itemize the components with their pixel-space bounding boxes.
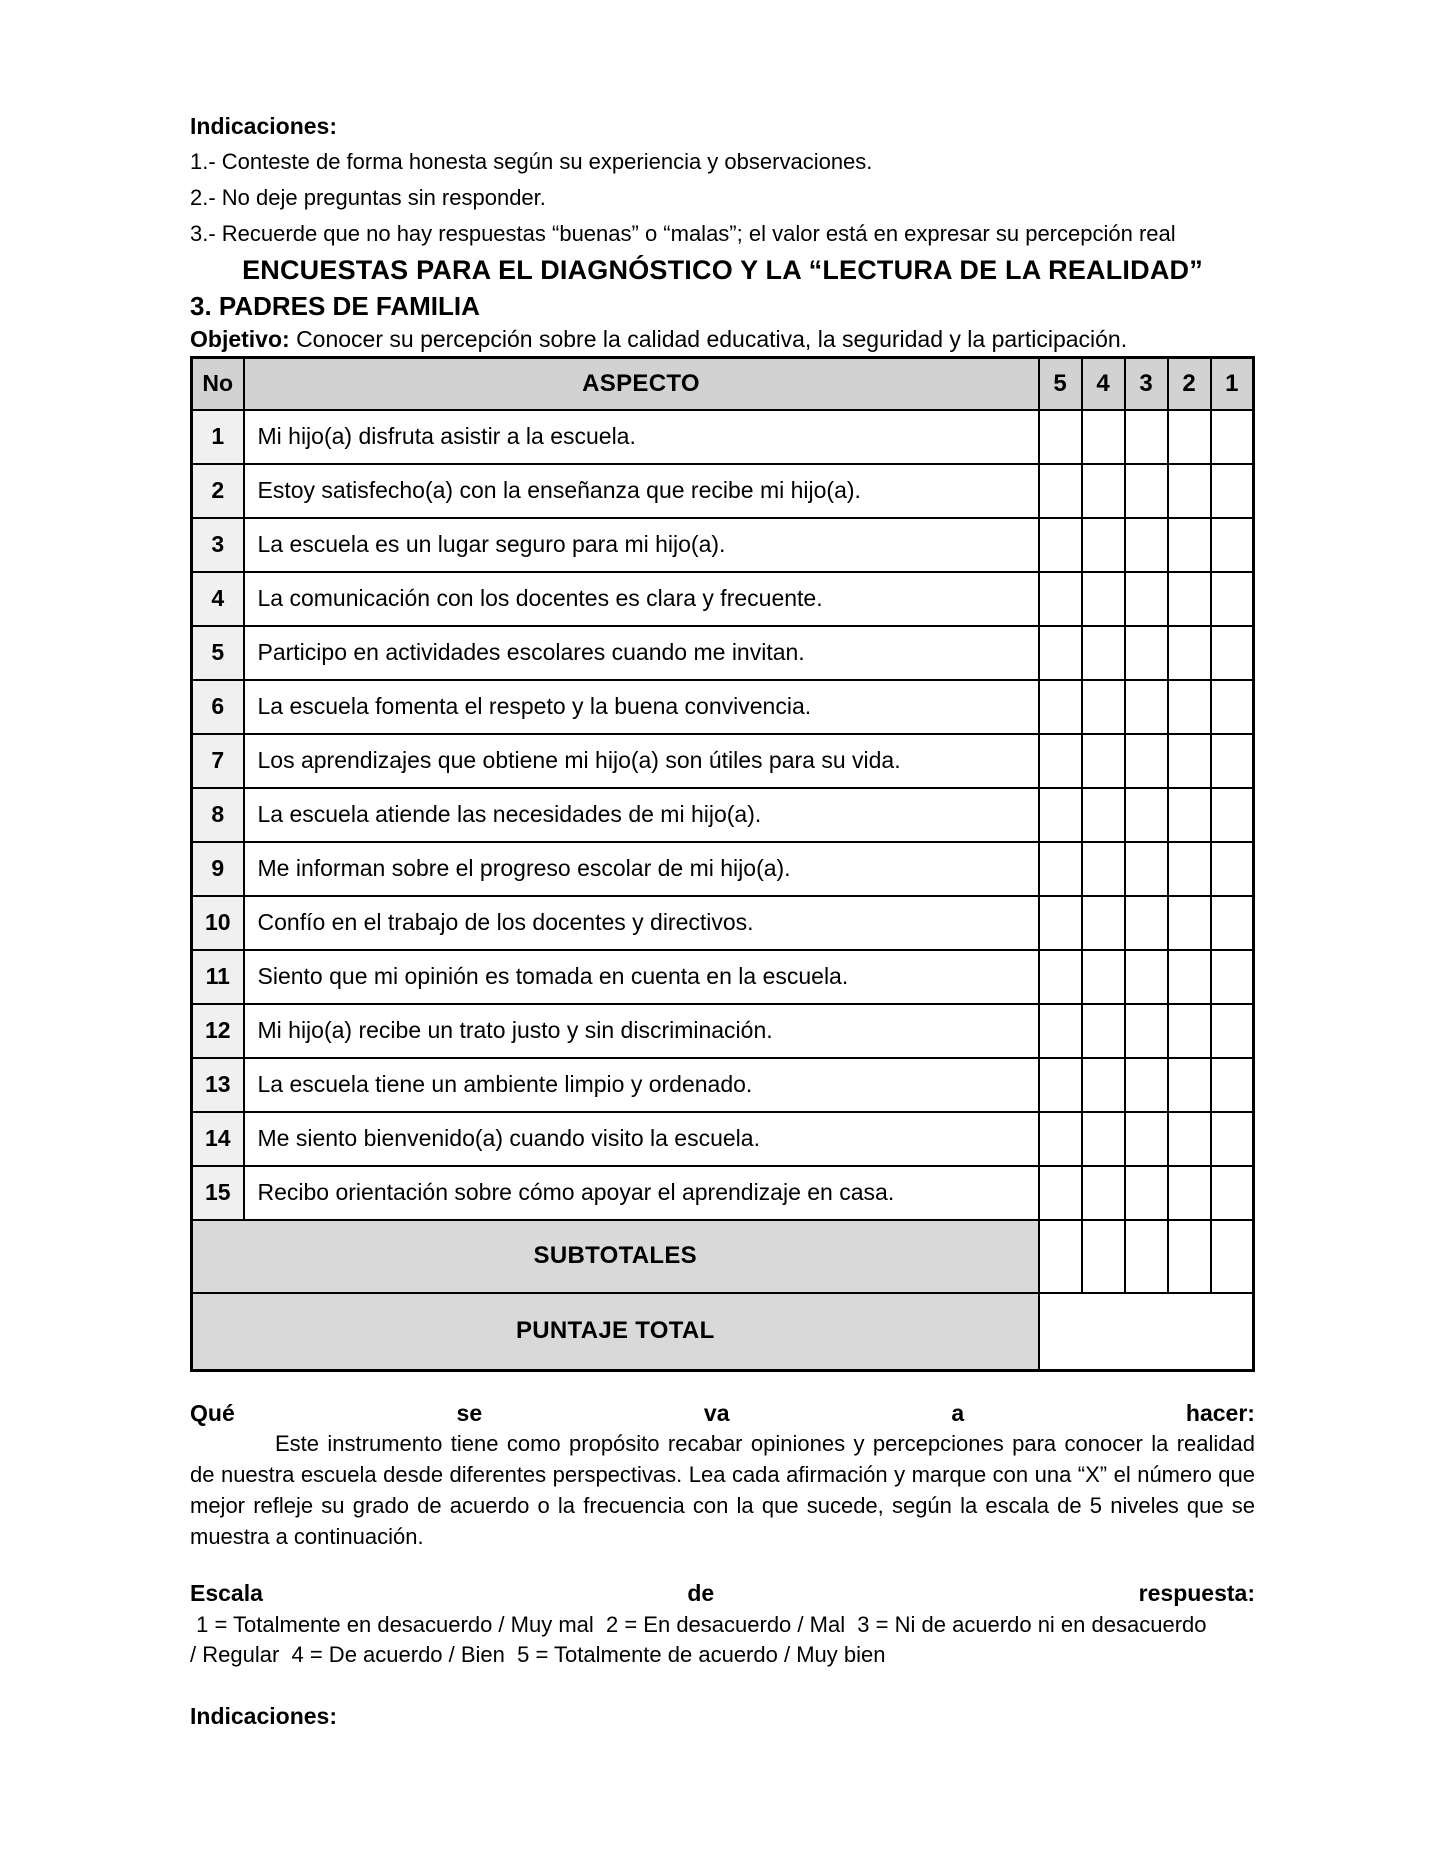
answer-cell-5[interactable]	[1039, 1166, 1082, 1220]
answer-cell-4[interactable]	[1082, 734, 1125, 788]
answer-cell-1[interactable]	[1211, 518, 1254, 572]
table-row	[192, 464, 1254, 518]
answer-cell-3[interactable]	[1125, 572, 1168, 626]
what-heading	[190, 1398, 1255, 1428]
table-row	[192, 734, 1254, 788]
subtotal-cell-3[interactable]	[1125, 1220, 1168, 1293]
total-label-cell: PUNTAJE TOTAL	[192, 1293, 1039, 1371]
row-number-cell: 9	[192, 842, 244, 896]
total-row	[192, 1293, 1254, 1371]
answer-cell-1[interactable]	[1211, 572, 1254, 626]
indication-item-1: 1.- Conteste de forma honesta según su experiencia y observaciones.	[190, 149, 873, 174]
indications-heading: Indicaciones:	[190, 113, 337, 139]
aspect-cell: Confío en el trabajo de los docentes y directivos.	[244, 896, 1039, 950]
answer-cell-5[interactable]	[1039, 572, 1082, 626]
subtotal-cell-1[interactable]	[1211, 1220, 1254, 1293]
subtotal-cell-2[interactable]	[1168, 1220, 1211, 1293]
row-number-cell: 15	[192, 1166, 244, 1220]
answer-cell-2[interactable]	[1168, 518, 1211, 572]
header-score-5: 5	[1039, 358, 1082, 410]
answer-cell-2[interactable]	[1168, 680, 1211, 734]
answer-cell-1[interactable]	[1211, 464, 1254, 518]
answer-cell-5[interactable]	[1039, 464, 1082, 518]
answer-cell-5[interactable]	[1039, 896, 1082, 950]
what-heading-word: se	[456, 1400, 483, 1426]
answer-cell-4[interactable]	[1082, 1058, 1125, 1112]
answer-cell-2[interactable]	[1168, 464, 1211, 518]
answer-cell-3[interactable]	[1125, 410, 1168, 464]
answer-cell-2[interactable]	[1168, 626, 1211, 680]
aspect-cell: La escuela es un lugar seguro para mi hijo(a).	[244, 518, 1039, 572]
row-number-cell: 8	[192, 788, 244, 842]
answer-cell-4[interactable]	[1082, 464, 1125, 518]
answer-cell-5[interactable]	[1039, 626, 1082, 680]
scale-heading-word: respuesta:	[1138, 1580, 1255, 1606]
answer-cell-1[interactable]	[1211, 410, 1254, 464]
answer-cell-5[interactable]	[1039, 734, 1082, 788]
header-score-4: 4	[1082, 358, 1125, 410]
row-number-cell: 7	[192, 734, 244, 788]
answer-cell-4[interactable]	[1082, 950, 1125, 1004]
answer-cell-1[interactable]	[1211, 1112, 1254, 1166]
aspect-cell: La escuela tiene un ambiente limpio y ordenado.	[244, 1058, 1039, 1112]
objective-line	[190, 324, 1255, 354]
answer-cell-2[interactable]	[1168, 1058, 1211, 1112]
answer-cell-4[interactable]	[1082, 680, 1125, 734]
table-row	[192, 626, 1254, 680]
table-row	[192, 680, 1254, 734]
aspect-cell: La comunicación con los docentes es clara y frecuente.	[244, 572, 1039, 626]
answer-cell-3[interactable]	[1125, 842, 1168, 896]
answer-cell-1[interactable]	[1211, 1058, 1254, 1112]
scale-heading-word: de	[687, 1580, 715, 1606]
table-row	[192, 1166, 1254, 1220]
objective-label: Objetivo:	[190, 326, 290, 352]
table-row	[192, 950, 1254, 1004]
aspect-cell: Me informan sobre el progreso escolar de mi hijo(a).	[244, 842, 1039, 896]
indication-item-2: 2.- No deje preguntas sin responder.	[190, 185, 546, 210]
section-heading: 3. PADRES DE FAMILIA	[190, 291, 480, 321]
answer-cell-2[interactable]	[1168, 788, 1211, 842]
row-number-cell: 4	[192, 572, 244, 626]
answer-cell-3[interactable]	[1125, 788, 1168, 842]
table-row	[192, 1112, 1254, 1166]
answer-cell-1[interactable]	[1211, 1004, 1254, 1058]
table-row	[192, 572, 1254, 626]
table-row	[192, 518, 1254, 572]
answer-cell-3[interactable]	[1125, 1112, 1168, 1166]
answer-cell-3[interactable]	[1125, 464, 1168, 518]
subtotal-cell-5[interactable]	[1039, 1220, 1082, 1293]
aspect-cell: Recibo orientación sobre cómo apoyar el aprendizaje en casa.	[244, 1166, 1039, 1220]
answer-cell-4[interactable]	[1082, 410, 1125, 464]
top-indications	[190, 108, 1255, 252]
table-row	[192, 1058, 1254, 1112]
row-number-cell: 10	[192, 896, 244, 950]
scale-line-1: 1 = Totalmente en desacuerdo / Muy mal 2 = En desacuerdo / Mal 3 = Ni de acuerdo ni en desacuerdo	[190, 1612, 1207, 1637]
answer-cell-2[interactable]	[1168, 950, 1211, 1004]
aspect-cell: Siento que mi opinión es tomada en cuenta en la escuela.	[244, 950, 1039, 1004]
table-row	[192, 896, 1254, 950]
answer-cell-3[interactable]	[1125, 1004, 1168, 1058]
aspect-cell: Los aprendizajes que obtiene mi hijo(a) son útiles para su vida.	[244, 734, 1039, 788]
answer-cell-5[interactable]	[1039, 1112, 1082, 1166]
subtotals-label-cell: SUBTOTALES	[192, 1220, 1039, 1293]
subtotals-row	[192, 1220, 1254, 1293]
answer-cell-2[interactable]	[1168, 1004, 1211, 1058]
answer-cell-1[interactable]	[1211, 1166, 1254, 1220]
what-heading-word: Qué	[190, 1400, 235, 1426]
aspect-cell: Participo en actividades escolares cuando me invitan.	[244, 626, 1039, 680]
answer-cell-1[interactable]	[1211, 788, 1254, 842]
answer-cell-5[interactable]	[1039, 680, 1082, 734]
answer-cell-3[interactable]	[1125, 626, 1168, 680]
table-row	[192, 788, 1254, 842]
answer-cell-4[interactable]	[1082, 626, 1125, 680]
total-score-cell[interactable]	[1039, 1293, 1254, 1371]
table-header-row	[192, 358, 1254, 410]
answer-cell-3[interactable]	[1125, 896, 1168, 950]
answer-cell-2[interactable]	[1168, 842, 1211, 896]
answer-cell-4[interactable]	[1082, 1004, 1125, 1058]
objective-text: Conocer su percepción sobre la calidad educativa, la seguridad y la participación.	[296, 326, 1128, 352]
header-score-2: 2	[1168, 358, 1211, 410]
what-heading-word: va	[703, 1400, 730, 1426]
row-number-cell: 14	[192, 1112, 244, 1166]
scale-description	[190, 1610, 1255, 1670]
answer-cell-4[interactable]	[1082, 518, 1125, 572]
answer-cell-2[interactable]	[1168, 572, 1211, 626]
answer-cell-3[interactable]	[1125, 1058, 1168, 1112]
header-aspecto: ASPECTO	[244, 358, 1039, 410]
row-number-cell: 11	[192, 950, 244, 1004]
row-number-cell: 12	[192, 1004, 244, 1058]
aspect-cell: Me siento bienvenido(a) cuando visito la escuela.	[244, 1112, 1039, 1166]
aspect-cell: Estoy satisfecho(a) con la enseñanza que recibe mi hijo(a).	[244, 464, 1039, 518]
answer-cell-4[interactable]	[1082, 788, 1125, 842]
answer-cell-1[interactable]	[1211, 950, 1254, 1004]
aspect-cell: La escuela atiende las necesidades de mi hijo(a).	[244, 788, 1039, 842]
answer-cell-2[interactable]	[1168, 1112, 1211, 1166]
scale-heading	[190, 1578, 1255, 1608]
answer-cell-3[interactable]	[1125, 734, 1168, 788]
indication-item-3: 3.- Recuerde que no hay respuestas “buenas” o “malas”; el valor está en expresar su percepción real	[190, 221, 1176, 246]
answer-cell-1[interactable]	[1211, 734, 1254, 788]
table-row	[192, 1004, 1254, 1058]
aspect-cell: Mi hijo(a) disfruta asistir a la escuela.	[244, 410, 1039, 464]
header-score-1: 1	[1211, 358, 1254, 410]
answer-cell-4[interactable]	[1082, 1166, 1125, 1220]
answer-cell-5[interactable]	[1039, 518, 1082, 572]
what-paragraph: Este instrumento tiene como propósito recabar opiniones y percepciones para conocer la realidad de nuestra escuela desde diferentes perspectivas. Lea cada afirmación y marque con una “X” el número que mejor refleje su grado de acuerdo o la frecuencia con la que sucede, según la escala de 5 niveles que se muestra a continuación.	[190, 1431, 1255, 1549]
answer-cell-5[interactable]	[1039, 788, 1082, 842]
scale-heading-word: Escala	[190, 1580, 263, 1606]
answer-cell-2[interactable]	[1168, 1166, 1211, 1220]
what-heading-word: hacer:	[1185, 1400, 1255, 1426]
indications-bottom-heading: Indicaciones:	[190, 1703, 337, 1729]
answer-cell-3[interactable]	[1125, 950, 1168, 1004]
aspect-cell: La escuela fomenta el respeto y la buena convivencia.	[244, 680, 1039, 734]
answer-cell-5[interactable]	[1039, 410, 1082, 464]
answer-cell-1[interactable]	[1211, 842, 1254, 896]
table-row	[192, 842, 1254, 896]
row-number-cell: 2	[192, 464, 244, 518]
answer-cell-3[interactable]	[1125, 518, 1168, 572]
what-heading-word: a	[951, 1400, 965, 1426]
table-row	[192, 410, 1254, 464]
row-number-cell: 3	[192, 518, 244, 572]
answer-cell-3[interactable]	[1125, 680, 1168, 734]
header-score-3: 3	[1125, 358, 1168, 410]
answer-cell-5[interactable]	[1039, 842, 1082, 896]
answer-cell-4[interactable]	[1082, 896, 1125, 950]
survey-table	[190, 356, 1255, 1372]
answer-cell-5[interactable]	[1039, 950, 1082, 1004]
scale-line-2: / Regular 4 = De acuerdo / Bien 5 = Totalmente de acuerdo / Muy bien	[190, 1642, 886, 1667]
answer-cell-4[interactable]	[1082, 572, 1125, 626]
answer-cell-1[interactable]	[1211, 680, 1254, 734]
page-title: ENCUESTAS PARA EL DIAGNÓSTICO Y LA “LECTURA DE LA REALIDAD”	[242, 255, 1203, 285]
row-number-cell: 5	[192, 626, 244, 680]
row-number-cell: 13	[192, 1058, 244, 1112]
row-number-cell: 6	[192, 680, 244, 734]
subtotal-cell-4[interactable]	[1082, 1220, 1125, 1293]
answer-cell-2[interactable]	[1168, 734, 1211, 788]
answer-cell-5[interactable]	[1039, 1058, 1082, 1112]
header-no: No	[192, 358, 244, 410]
answer-cell-1[interactable]	[1211, 626, 1254, 680]
answer-cell-2[interactable]	[1168, 896, 1211, 950]
answer-cell-5[interactable]	[1039, 1004, 1082, 1058]
answer-cell-2[interactable]	[1168, 410, 1211, 464]
answer-cell-4[interactable]	[1082, 1112, 1125, 1166]
answer-cell-3[interactable]	[1125, 1166, 1168, 1220]
answer-cell-1[interactable]	[1211, 896, 1254, 950]
answer-cell-4[interactable]	[1082, 842, 1125, 896]
aspect-cell: Mi hijo(a) recibe un trato justo y sin discriminación.	[244, 1004, 1039, 1058]
row-number-cell: 1	[192, 410, 244, 464]
